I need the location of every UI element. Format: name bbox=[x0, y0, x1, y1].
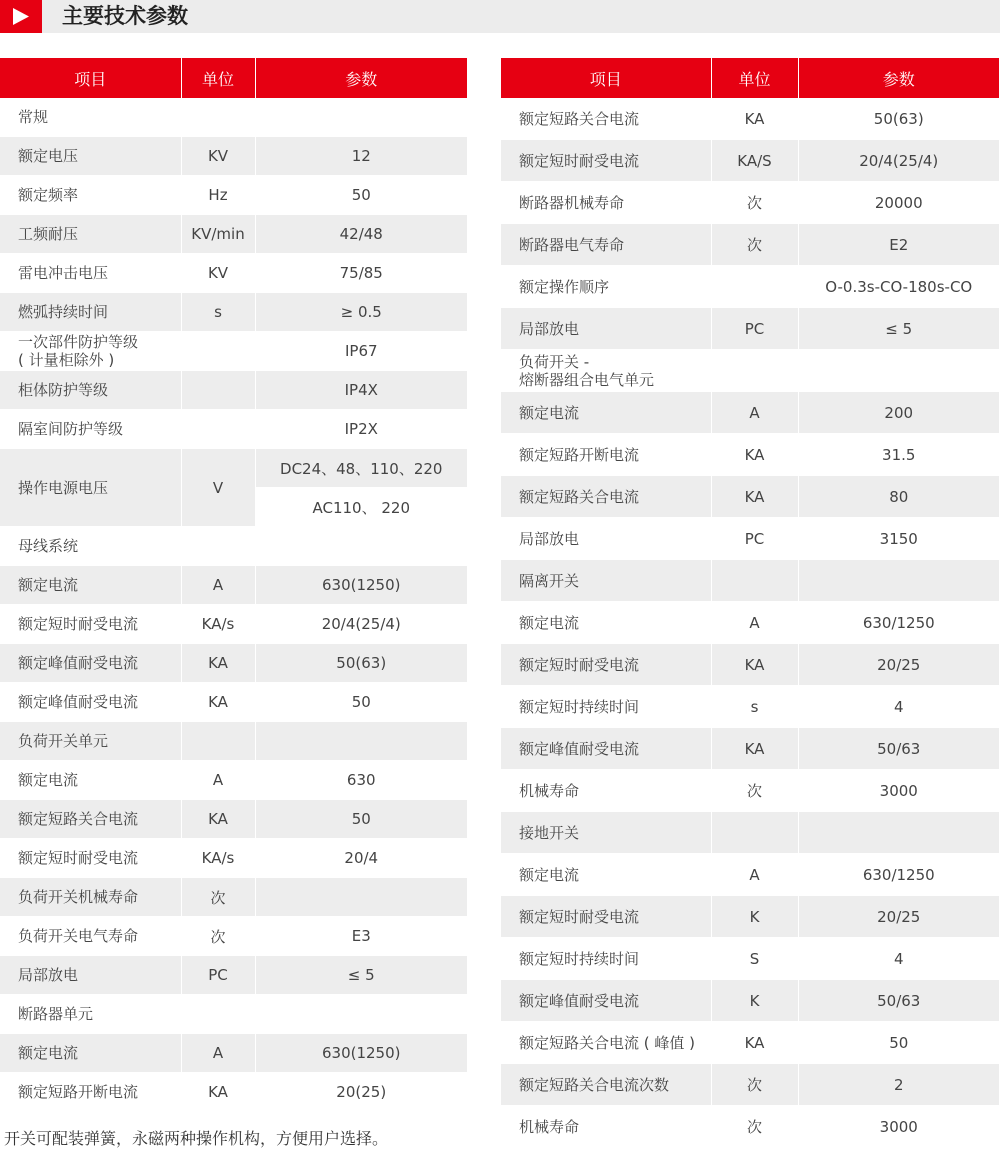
cell-value: IP67 bbox=[255, 332, 467, 371]
cell-unit: s bbox=[711, 686, 798, 728]
cell-item bbox=[501, 854, 711, 896]
cell-value: E2 bbox=[798, 224, 999, 266]
cell-value bbox=[798, 560, 999, 602]
cell-item-text: 一次部件防护等级 bbox=[18, 333, 139, 351]
cell-unit: 次 bbox=[711, 1064, 798, 1106]
cell-item-text: 额定短路开断电流 bbox=[18, 1083, 139, 1101]
table-row bbox=[0, 1034, 467, 1073]
cell-item bbox=[501, 602, 711, 644]
cell-value: 630 bbox=[255, 761, 467, 800]
cell-value bbox=[798, 812, 999, 854]
table-row bbox=[501, 938, 999, 980]
cell-item bbox=[0, 293, 181, 332]
cell-item bbox=[501, 266, 711, 308]
cell-unit: KA bbox=[711, 1022, 798, 1064]
table-row bbox=[0, 878, 467, 917]
cell-item bbox=[0, 332, 181, 371]
cell-unit: A bbox=[711, 602, 798, 644]
cell-unit: V bbox=[181, 449, 255, 527]
cell-item-text: 隔离开关 bbox=[519, 571, 580, 590]
table-row bbox=[501, 140, 999, 182]
cell-value: ≤ 5 bbox=[255, 956, 467, 995]
cell-item-text: 额定短路关合电流 ( 峰值 ) bbox=[519, 1033, 696, 1052]
cell-item-text: 额定短时耐受电流 bbox=[519, 151, 640, 170]
cell-item-text: 额定短时耐受电流 bbox=[18, 615, 139, 633]
cell-value: DC24、48、110、220 bbox=[255, 449, 467, 488]
cell-item-text: 隔室间防护等级 bbox=[18, 420, 124, 438]
cell-item bbox=[501, 728, 711, 770]
table-row bbox=[501, 1022, 999, 1064]
cell-value: 20/4 bbox=[255, 839, 467, 878]
column-header-item: 项目 bbox=[501, 58, 711, 98]
cell-item-text: 熔断器组合电气单元 bbox=[519, 370, 655, 389]
table-row bbox=[501, 686, 999, 728]
cell-item bbox=[501, 518, 711, 560]
cell-item-text: 额定短时耐受电流 bbox=[519, 655, 640, 674]
cell-item-text: 额定短时耐受电流 bbox=[18, 849, 139, 867]
cell-value: 50/63 bbox=[798, 980, 999, 1022]
cell-item-text: 额定短路开断电流 bbox=[519, 445, 640, 464]
cell-value: 31.5 bbox=[798, 434, 999, 476]
cell-unit bbox=[181, 332, 255, 371]
cell-value: 3150 bbox=[798, 518, 999, 560]
cell-item bbox=[0, 995, 181, 1034]
cell-item bbox=[0, 137, 181, 176]
cell-item bbox=[501, 1064, 711, 1106]
table-row bbox=[0, 995, 467, 1034]
cell-item bbox=[0, 644, 181, 683]
cell-value: IP4X bbox=[255, 371, 467, 410]
cell-value: 630/1250 bbox=[798, 602, 999, 644]
cell-value: 50 bbox=[255, 800, 467, 839]
cell-item-text: 额定短时耐受电流 bbox=[519, 907, 640, 926]
cell-unit: KA/S bbox=[711, 140, 798, 182]
cell-unit bbox=[181, 722, 255, 761]
cell-item bbox=[0, 839, 181, 878]
table-row bbox=[501, 518, 999, 560]
table-row bbox=[0, 722, 467, 761]
cell-item-text: 额定短路关合电流 bbox=[519, 109, 640, 128]
table-row bbox=[0, 761, 467, 800]
cell-unit: KA bbox=[181, 683, 255, 722]
cell-value: 50 bbox=[798, 1022, 999, 1064]
cell-item bbox=[0, 722, 181, 761]
cell-unit: PC bbox=[181, 956, 255, 995]
cell-item bbox=[501, 350, 711, 392]
cell-item bbox=[0, 98, 181, 137]
cell-item bbox=[501, 938, 711, 980]
table-row bbox=[501, 266, 999, 308]
cell-item-text: 额定短路关合电流 bbox=[519, 487, 640, 506]
cell-unit: 次 bbox=[181, 878, 255, 917]
cell-item bbox=[501, 224, 711, 266]
cell-item-text: 额定短时持续时间 bbox=[519, 949, 640, 968]
table-row bbox=[501, 434, 999, 476]
cell-unit: PC bbox=[711, 308, 798, 350]
cell-item-text: 机械寿命 bbox=[519, 781, 580, 800]
cell-value: 4 bbox=[798, 938, 999, 980]
title-bar bbox=[0, 0, 1000, 33]
table-row bbox=[0, 1073, 467, 1112]
cell-item bbox=[501, 434, 711, 476]
table-header-row bbox=[501, 58, 999, 98]
cell-item bbox=[501, 182, 711, 224]
cell-unit: KA bbox=[711, 98, 798, 140]
cell-unit: KV bbox=[181, 254, 255, 293]
table-row bbox=[501, 896, 999, 938]
cell-value: 20(25) bbox=[255, 1073, 467, 1112]
table-row bbox=[0, 371, 467, 410]
column-header-value: 参数 bbox=[255, 58, 467, 98]
cell-item-text: 机械寿命 bbox=[519, 1117, 580, 1136]
cell-item bbox=[0, 410, 181, 449]
cell-unit bbox=[711, 812, 798, 854]
cell-item bbox=[0, 449, 181, 527]
cell-item-text: 断路器电气寿命 bbox=[519, 235, 625, 254]
cell-unit: KV/min bbox=[181, 215, 255, 254]
table-row bbox=[0, 254, 467, 293]
cell-item-text: ( 计量柜除外 ) bbox=[18, 351, 115, 369]
cell-item-text: 额定峰值耐受电流 bbox=[18, 654, 139, 672]
footnote: 开关可配装弹簧，永磁两种操作机构，方便用户选择。 bbox=[4, 1129, 389, 1148]
cell-unit: 次 bbox=[711, 224, 798, 266]
table-row bbox=[0, 800, 467, 839]
cell-value: AC110、 220 bbox=[255, 488, 467, 527]
cell-value bbox=[255, 722, 467, 761]
cell-unit: A bbox=[181, 761, 255, 800]
cell-value bbox=[255, 995, 467, 1034]
cell-item-text: 工频耐压 bbox=[18, 225, 79, 243]
cell-unit bbox=[181, 995, 255, 1034]
table-row bbox=[501, 602, 999, 644]
cell-item-text: 局部放电 bbox=[18, 966, 79, 984]
cell-unit: KA/s bbox=[181, 605, 255, 644]
cell-item bbox=[0, 800, 181, 839]
cell-value: 630(1250) bbox=[255, 566, 467, 605]
table-row bbox=[0, 917, 467, 956]
cell-item-text: 负荷开关电气寿命 bbox=[18, 927, 139, 945]
cell-unit bbox=[181, 410, 255, 449]
cell-item bbox=[0, 254, 181, 293]
cell-item bbox=[0, 761, 181, 800]
cell-unit: 次 bbox=[711, 182, 798, 224]
cell-item-text: 额定电流 bbox=[18, 771, 79, 789]
cell-item-text: 额定操作顺序 bbox=[519, 277, 610, 296]
cell-unit: 次 bbox=[711, 1106, 798, 1148]
cell-item bbox=[0, 605, 181, 644]
table-row bbox=[0, 566, 467, 605]
cell-item bbox=[0, 371, 181, 410]
cell-unit: s bbox=[181, 293, 255, 332]
cell-item-text: 柜体防护等级 bbox=[18, 381, 109, 399]
cell-unit: KV bbox=[181, 137, 255, 176]
table-row bbox=[501, 308, 999, 350]
cell-value: 20/4(25/4) bbox=[255, 605, 467, 644]
cell-value bbox=[255, 98, 467, 137]
cell-value: IP2X bbox=[255, 410, 467, 449]
cell-value: 50 bbox=[255, 176, 467, 215]
cell-unit: KA bbox=[181, 800, 255, 839]
cell-item bbox=[501, 308, 711, 350]
cell-item-text: 雷电冲击电压 bbox=[18, 264, 109, 282]
cell-unit: S bbox=[711, 938, 798, 980]
cell-item-text: 燃弧持续时间 bbox=[18, 303, 109, 321]
cell-unit: KA bbox=[181, 1073, 255, 1112]
cell-value: 4 bbox=[798, 686, 999, 728]
cell-value: 3000 bbox=[798, 770, 999, 812]
cell-unit: PC bbox=[711, 518, 798, 560]
cell-item-text: 断路器单元 bbox=[18, 1005, 94, 1023]
cell-item bbox=[0, 176, 181, 215]
cell-unit: A bbox=[181, 1034, 255, 1073]
table-row bbox=[0, 332, 467, 371]
column-header-value: 参数 bbox=[798, 58, 999, 98]
cell-item-text: 额定电压 bbox=[18, 147, 79, 165]
cell-unit: Hz bbox=[181, 176, 255, 215]
cell-item bbox=[501, 98, 711, 140]
table-header-row bbox=[0, 58, 467, 98]
cell-unit bbox=[711, 350, 798, 392]
cell-item-text: 额定短路关合电流次数 bbox=[519, 1075, 670, 1094]
cell-item bbox=[0, 878, 181, 917]
cell-item-text: 局部放电 bbox=[519, 529, 580, 548]
table-row bbox=[501, 1106, 999, 1148]
spec-table-right bbox=[501, 58, 999, 1148]
cell-item-text: 额定电流 bbox=[18, 576, 79, 594]
cell-value: 630/1250 bbox=[798, 854, 999, 896]
table-row bbox=[501, 224, 999, 266]
cell-item-text: 额定电流 bbox=[519, 613, 580, 632]
cell-item-text: 常规 bbox=[18, 108, 49, 126]
cell-value bbox=[255, 878, 467, 917]
table-row bbox=[501, 980, 999, 1022]
cell-value: 75/85 bbox=[255, 254, 467, 293]
table-row bbox=[501, 644, 999, 686]
table-row bbox=[0, 98, 467, 137]
cell-item-text: 操作电源电压 bbox=[18, 478, 109, 497]
cell-unit: KA bbox=[711, 644, 798, 686]
table-row bbox=[501, 728, 999, 770]
cell-item bbox=[0, 1073, 181, 1112]
cell-item bbox=[501, 686, 711, 728]
cell-unit bbox=[181, 371, 255, 410]
cell-item-text: 局部放电 bbox=[519, 319, 580, 338]
cell-item bbox=[501, 560, 711, 602]
table-row bbox=[0, 137, 467, 176]
cell-value: 20000 bbox=[798, 182, 999, 224]
cell-value: 50 bbox=[255, 683, 467, 722]
cell-item bbox=[0, 956, 181, 995]
cell-unit: KA bbox=[711, 728, 798, 770]
cell-value: 80 bbox=[798, 476, 999, 518]
table-row bbox=[501, 98, 999, 140]
column-header-unit: 单位 bbox=[711, 58, 798, 98]
table-row bbox=[501, 854, 999, 896]
cell-unit: 次 bbox=[181, 917, 255, 956]
cell-value: 3000 bbox=[798, 1106, 999, 1148]
cell-value: 50(63) bbox=[798, 98, 999, 140]
table-row bbox=[0, 839, 467, 878]
cell-value bbox=[798, 350, 999, 392]
cell-unit: A bbox=[711, 392, 798, 434]
cell-unit: A bbox=[181, 566, 255, 605]
cell-item bbox=[501, 1106, 711, 1148]
table-row bbox=[501, 770, 999, 812]
cell-item bbox=[501, 1022, 711, 1064]
column-header-unit: 单位 bbox=[181, 58, 255, 98]
cell-value: 20/25 bbox=[798, 896, 999, 938]
cell-item-text: 额定短时持续时间 bbox=[519, 697, 640, 716]
table-row bbox=[0, 215, 467, 254]
cell-item-text: 额定电流 bbox=[519, 865, 580, 884]
cell-unit bbox=[181, 98, 255, 137]
cell-value: ≥ 0.5 bbox=[255, 293, 467, 332]
cell-value: E3 bbox=[255, 917, 467, 956]
cell-value: 20/4(25/4) bbox=[798, 140, 999, 182]
cell-value: O-0.3s-CO-180s-CO bbox=[798, 266, 999, 308]
cell-value: 42/48 bbox=[255, 215, 467, 254]
column-header-item: 项目 bbox=[0, 58, 181, 98]
cell-value: 50/63 bbox=[798, 728, 999, 770]
cell-value bbox=[255, 527, 467, 566]
cell-item-text: 母线系统 bbox=[18, 537, 79, 555]
cell-unit: KA bbox=[181, 644, 255, 683]
cell-item-text: 额定峰值耐受电流 bbox=[519, 991, 640, 1010]
table-row bbox=[501, 476, 999, 518]
spec-table-left bbox=[0, 58, 467, 1112]
cell-value: 20/25 bbox=[798, 644, 999, 686]
table-row bbox=[0, 956, 467, 995]
table-row bbox=[0, 293, 467, 332]
table-row bbox=[501, 182, 999, 224]
table-row bbox=[0, 410, 467, 449]
cell-item bbox=[501, 392, 711, 434]
cell-unit bbox=[711, 266, 798, 308]
cell-unit: KA bbox=[711, 476, 798, 518]
cell-item-text: 额定短路关合电流 bbox=[18, 810, 139, 828]
table-row bbox=[501, 1064, 999, 1106]
cell-item bbox=[0, 566, 181, 605]
cell-item bbox=[501, 140, 711, 182]
cell-item-text: 负荷开关单元 bbox=[18, 732, 109, 750]
table-row bbox=[501, 812, 999, 854]
cell-unit bbox=[181, 527, 255, 566]
cell-item bbox=[0, 1034, 181, 1073]
cell-unit: A bbox=[711, 854, 798, 896]
cell-unit: KA/s bbox=[181, 839, 255, 878]
table-row bbox=[0, 527, 467, 566]
cell-item bbox=[0, 683, 181, 722]
cell-item-text: 额定电流 bbox=[519, 403, 580, 422]
cell-item bbox=[501, 476, 711, 518]
cell-value: 12 bbox=[255, 137, 467, 176]
cell-item bbox=[501, 896, 711, 938]
table-row bbox=[501, 350, 999, 392]
cell-item bbox=[0, 917, 181, 956]
table-row bbox=[0, 449, 467, 488]
cell-value: 2 bbox=[798, 1064, 999, 1106]
table-row bbox=[0, 176, 467, 215]
cell-item bbox=[501, 812, 711, 854]
cell-item-text: 负荷开关 - bbox=[519, 352, 590, 371]
cell-item-text: 额定峰值耐受电流 bbox=[519, 739, 640, 758]
cell-item-text: 额定峰值耐受电流 bbox=[18, 693, 139, 711]
cell-item bbox=[501, 644, 711, 686]
table-row bbox=[501, 560, 999, 602]
cell-value: 50(63) bbox=[255, 644, 467, 683]
cell-item-text: 断路器机械寿命 bbox=[519, 193, 625, 212]
cell-item-text: 额定频率 bbox=[18, 186, 79, 204]
cell-unit: KA bbox=[711, 434, 798, 476]
cell-value: ≤ 5 bbox=[798, 308, 999, 350]
page-title: 主要技术参数 bbox=[62, 4, 188, 28]
table-row bbox=[0, 683, 467, 722]
cell-value: 200 bbox=[798, 392, 999, 434]
cell-item bbox=[0, 527, 181, 566]
table-row bbox=[0, 605, 467, 644]
table-row bbox=[501, 392, 999, 434]
cell-item bbox=[501, 980, 711, 1022]
cell-item-text: 接地开关 bbox=[519, 823, 580, 842]
cell-unit bbox=[711, 560, 798, 602]
cell-item bbox=[0, 215, 181, 254]
cell-unit: K bbox=[711, 896, 798, 938]
cell-item bbox=[501, 770, 711, 812]
cell-item-text: 额定电流 bbox=[18, 1044, 79, 1062]
play-arrow-icon bbox=[0, 0, 42, 33]
cell-value: 630(1250) bbox=[255, 1034, 467, 1073]
table-row bbox=[0, 644, 467, 683]
cell-unit: 次 bbox=[711, 770, 798, 812]
cell-item-text: 负荷开关机械寿命 bbox=[18, 888, 139, 906]
cell-unit: K bbox=[711, 980, 798, 1022]
